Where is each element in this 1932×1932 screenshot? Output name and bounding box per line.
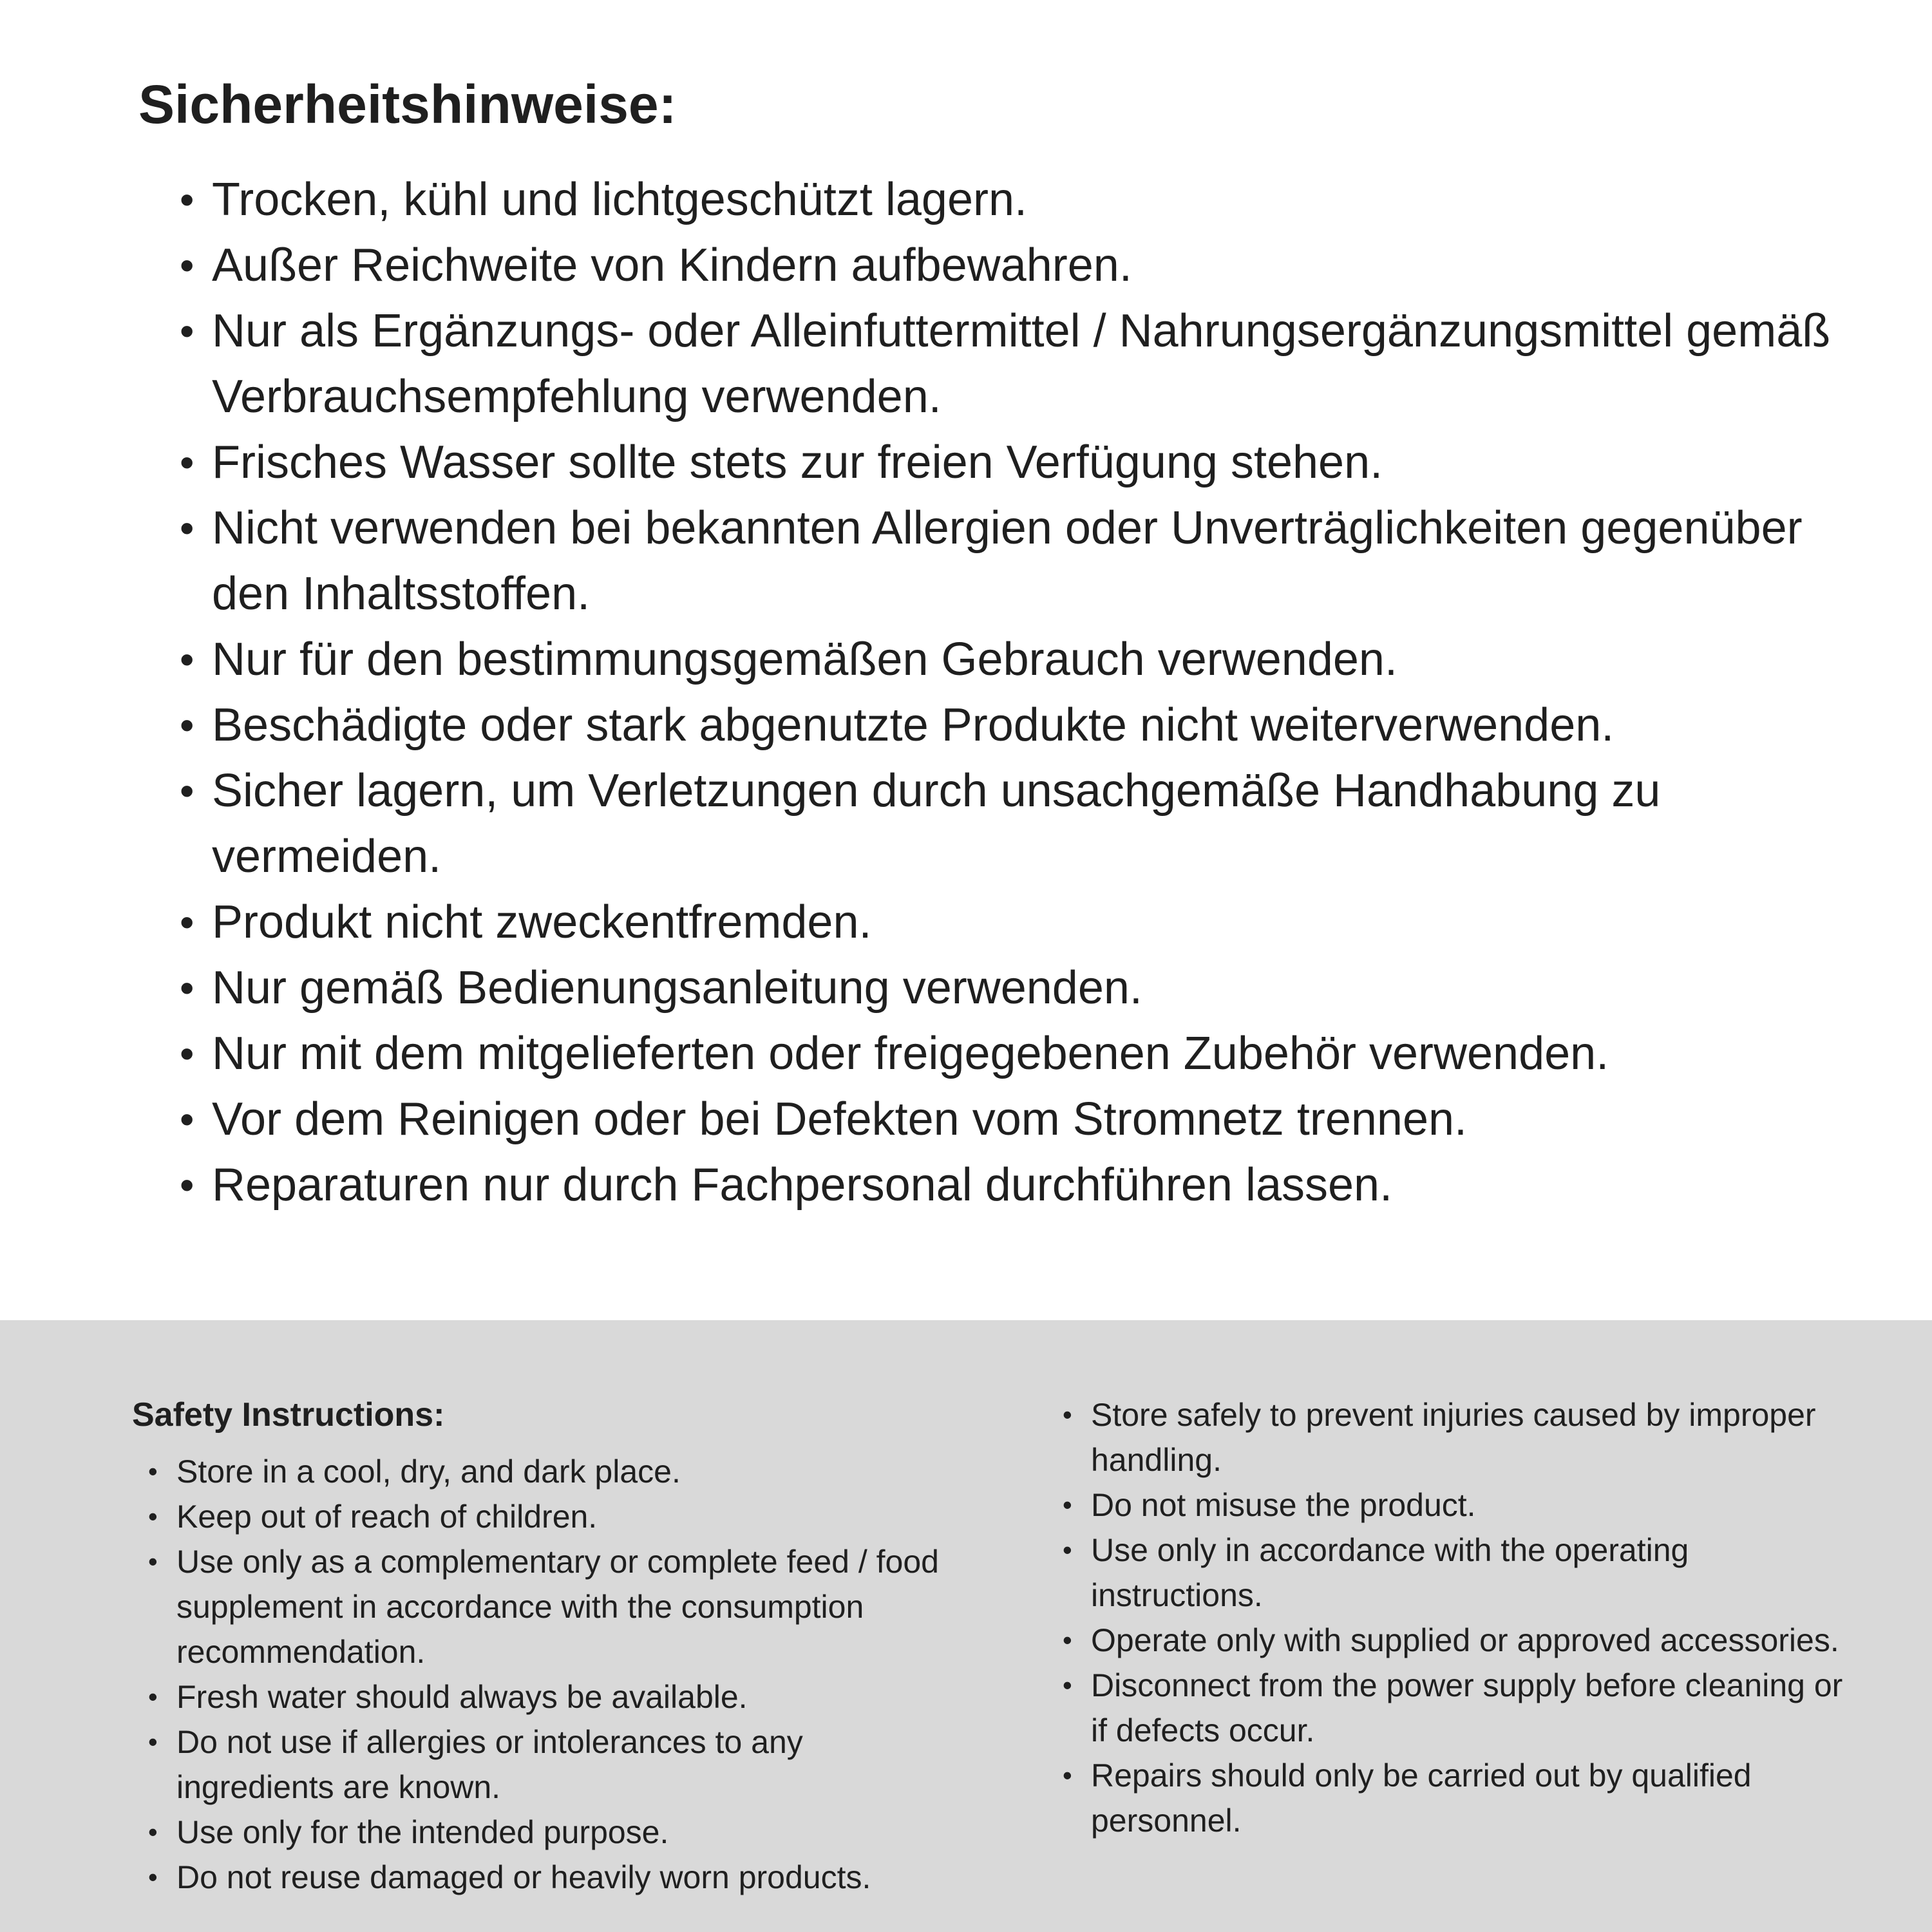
german-safety-list [180,167,1854,1218]
list-item: • Use only as a complementary or complete feed / food supplement in accordance with the consumption recommendation. [148,1539,943,1674]
list-item: • Store in a cool, dry, and dark place. [148,1449,943,1494]
list-item: • Nur gemäß Bedienungsanleitung verwenden. [180,955,1854,1021]
list-item: • Nur mit dem mitgelieferten oder freigegebenen Zubehör verwenden. [180,1021,1854,1086]
english-left-column [132,1392,943,1900]
list-item: • Operate only with supplied or approved accessories. [1063,1618,1845,1663]
list-item: • Beschädigte oder stark abgenutzte Produkte nicht weiterverwenden. [180,692,1854,758]
list-item: • Disconnect from the power supply before cleaning or if defects occur. [1063,1663,1845,1753]
english-safety-section [0,1320,1932,1932]
list-item: • Do not use if allergies or intolerances to any ingredients are known. [148,1719,943,1810]
list-item: • Repairs should only be carried out by qualified personnel. [1063,1753,1845,1843]
list-item: • Use only for the intended purpose. [148,1810,943,1855]
list-item: • Do not reuse damaged or heavily worn products. [148,1855,943,1900]
german-section-title: Sicherheitshinweise: [138,74,677,135]
list-item: • Store safely to prevent injuries caused by improper handling. [1063,1392,1845,1482]
list-item: • Use only in accordance with the operating instructions. [1063,1528,1845,1618]
list-item: • Trocken, kühl und lichtgeschützt lagern. [180,167,1854,232]
list-item: • Fresh water should always be available. [148,1674,943,1719]
english-safety-list-right [1046,1392,1845,1843]
english-right-column [1046,1392,1845,1843]
english-safety-list-left [132,1449,943,1900]
english-section-title: Safety Instructions: [132,1396,445,1434]
list-item: • Do not misuse the product. [1063,1482,1845,1528]
list-item: • Vor dem Reinigen oder bei Defekten vom Stromnetz trennen. [180,1086,1854,1152]
list-item: • Reparaturen nur durch Fachpersonal durchführen lassen. [180,1152,1854,1218]
list-item: • Nur als Ergänzungs- oder Alleinfuttermittel / Nahrungsergänzungsmittel gemäß Verbrauchsempfehlung verwenden. [180,298,1854,430]
list-item: • Keep out of reach of children. [148,1494,943,1539]
list-item: • Produkt nicht zweckentfremden. [180,889,1854,955]
list-item: • Nur für den bestimmungsgemäßen Gebrauch verwenden. [180,627,1854,692]
list-item: • Außer Reichweite von Kindern aufbewahren. [180,232,1854,298]
list-item: • Nicht verwenden bei bekannten Allergien oder Unverträglichkeiten gegenüber den Inhaltsstoffen. [180,495,1854,627]
list-item: • Frisches Wasser sollte stets zur freien Verfügung stehen. [180,430,1854,495]
list-item: • Sicher lagern, um Verletzungen durch unsachgemäße Handhabung zu vermeiden. [180,758,1854,889]
